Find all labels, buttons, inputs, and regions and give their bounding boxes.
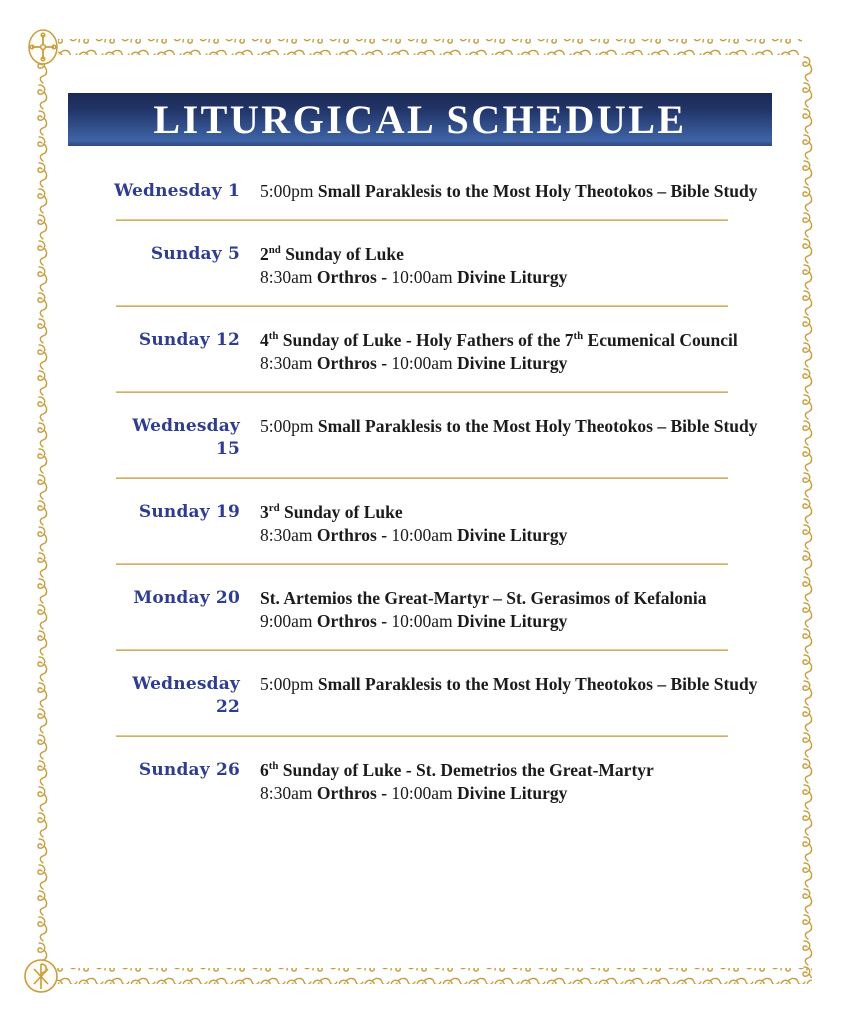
event-description-line: 9:00am Orthros - 10:00am Divine Liturgy [260, 611, 568, 631]
event-date: Sunday 5 [150, 244, 240, 264]
event-description [260, 329, 738, 375]
page-title: LITURGICAL SCHEDULE [153, 97, 687, 142]
event-date: Monday 20 [133, 588, 240, 608]
event-date: Sunday 12 [138, 330, 240, 350]
event-description-line: 8:30am Orthros - 10:00am Divine Liturgy [260, 783, 568, 803]
event-description-line: 2nd Sunday of Luke [260, 244, 404, 264]
event-description [260, 501, 732, 547]
schedule-list [104, 158, 758, 821]
cross-medallion-icon [29, 30, 57, 64]
border-top [58, 39, 802, 55]
schedule-row [104, 565, 732, 649]
event-description-line: 8:30am Orthros - 10:00am Divine Liturgy [260, 353, 568, 373]
event-date: Wednesday 15 [132, 416, 240, 459]
event-description-line: 5:00pm Small Paraklesis to the Most Holy Theotokos – Bible Study [260, 416, 758, 436]
schedule-row [104, 479, 732, 563]
title-banner [68, 93, 772, 146]
event-description [260, 243, 732, 289]
schedule-row [104, 221, 732, 305]
event-date: Sunday 19 [138, 502, 240, 522]
border-right [798, 56, 814, 978]
event-description [260, 759, 732, 805]
event-description-line: 5:00pm Small Paraklesis to the Most Holy Theotokos – Bible Study [260, 674, 758, 694]
event-description [260, 673, 758, 696]
event-description-line: 8:30am Orthros - 10:00am Divine Liturgy [260, 525, 568, 545]
schedule-row [104, 651, 758, 735]
border-left [33, 58, 49, 966]
border-bottom [56, 968, 812, 984]
event-date: Wednesday 1 [114, 181, 240, 201]
chi-rho-medallion-icon [25, 960, 57, 992]
schedule-row [104, 737, 732, 821]
schedule-row [104, 393, 758, 477]
schedule-row [104, 307, 738, 391]
event-date: Wednesday 22 [132, 674, 240, 717]
event-description-line: 4th Sunday of Luke - Holy Fathers of the 7th Ecumenical Council [260, 330, 738, 350]
schedule-row [104, 158, 758, 219]
event-description-line: 3rd Sunday of Luke [260, 502, 403, 522]
event-description [260, 180, 758, 203]
event-description-line: 5:00pm Small Paraklesis to the Most Holy Theotokos – Bible Study [260, 181, 758, 201]
event-date: Sunday 26 [138, 760, 240, 780]
event-description [260, 415, 758, 438]
event-description [260, 587, 732, 633]
event-description-line: 8:30am Orthros - 10:00am Divine Liturgy [260, 267, 568, 287]
event-description-line: 6th Sunday of Luke - St. Demetrios the Great-Martyr [260, 760, 654, 780]
event-description-line: St. Artemios the Great-Martyr – St. Gerasimos of Kefalonia [260, 588, 707, 608]
